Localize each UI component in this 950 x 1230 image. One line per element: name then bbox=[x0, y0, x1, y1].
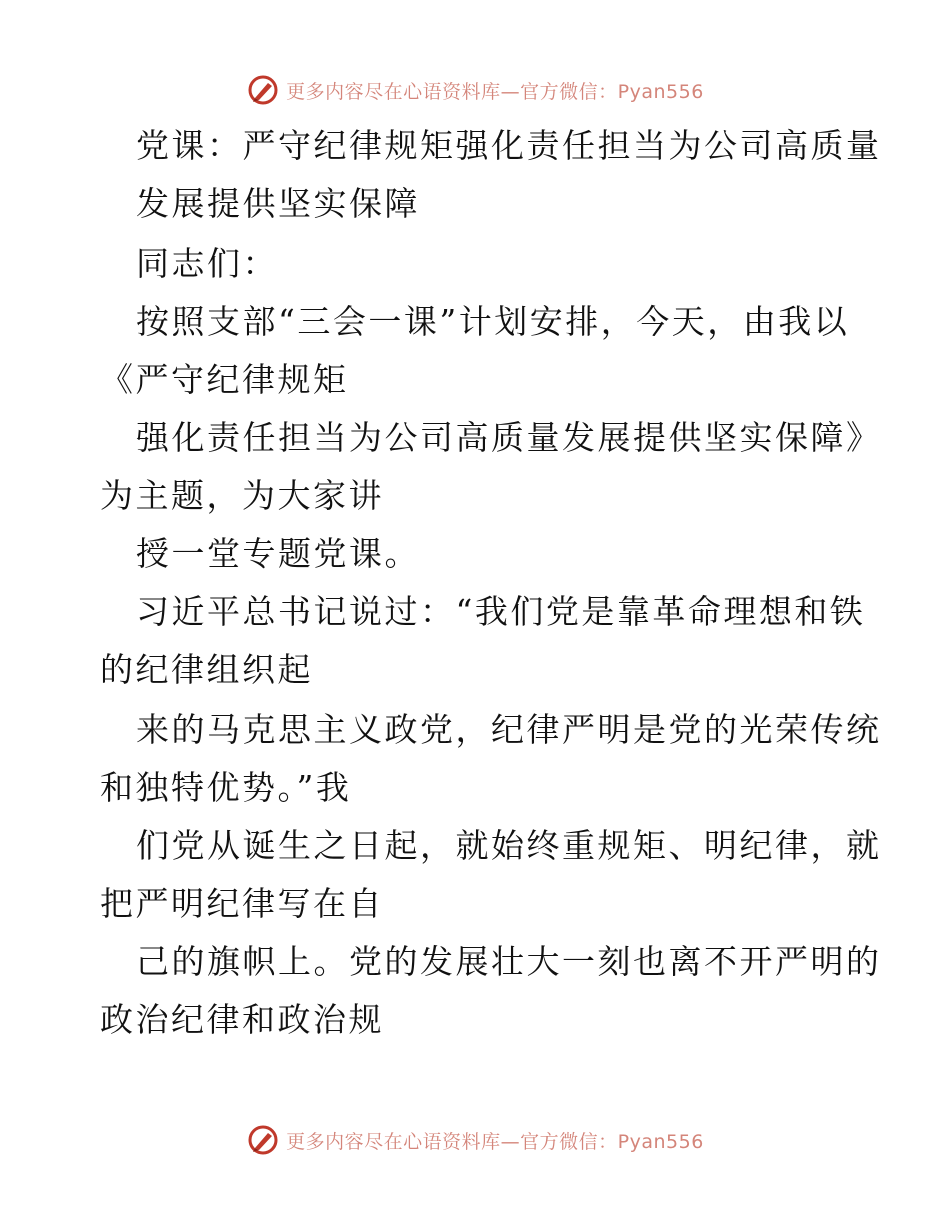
text-line: 强化责任担当为公司高质量发展提供坚实保障》 bbox=[136, 418, 882, 457]
text-line: 同志们： bbox=[136, 244, 278, 283]
pen-logo-icon bbox=[246, 1123, 280, 1157]
text-line: 授一堂专题党课。 bbox=[136, 534, 420, 573]
text-line: 习近平总书记说过：“我们党是靠革命理想和铁 bbox=[136, 592, 866, 631]
text-line: 发展提供坚实保障 bbox=[136, 184, 420, 223]
text-line: 党课：严守纪律规矩强化责任担当为公司高质量 bbox=[136, 126, 882, 165]
text-line: 们党从诞生之日起，就始终重规矩、明纪律，就 bbox=[136, 826, 882, 865]
text-line: 己的旗帜上。党的发展壮大一刻也离不开严明的 bbox=[136, 942, 882, 981]
text-line: 和独特优势。”我 bbox=[100, 768, 352, 807]
text-line: 《严守纪律规矩 bbox=[100, 360, 349, 399]
watermark-text: 更多内容尽在心语资料库—官方微信：Pyan556 bbox=[286, 1130, 704, 1153]
text-line: 把严明纪律写在自 bbox=[100, 884, 384, 923]
text-line: 的纪律组织起 bbox=[100, 650, 313, 689]
text-line: 政治纪律和政治规 bbox=[100, 1000, 384, 1039]
text-line: 为主题，为大家讲 bbox=[100, 476, 384, 515]
watermark-text: 更多内容尽在心语资料库—官方微信：Pyan556 bbox=[286, 80, 704, 103]
text-line: 按照支部“三会一课”计划安排，今天，由我以 bbox=[136, 302, 850, 341]
header-watermark bbox=[0, 70, 950, 110]
pen-logo-icon bbox=[246, 73, 280, 107]
footer-watermark bbox=[0, 1120, 950, 1160]
text-line: 来的马克思主义政党，纪律严明是党的光荣传统 bbox=[136, 710, 882, 749]
